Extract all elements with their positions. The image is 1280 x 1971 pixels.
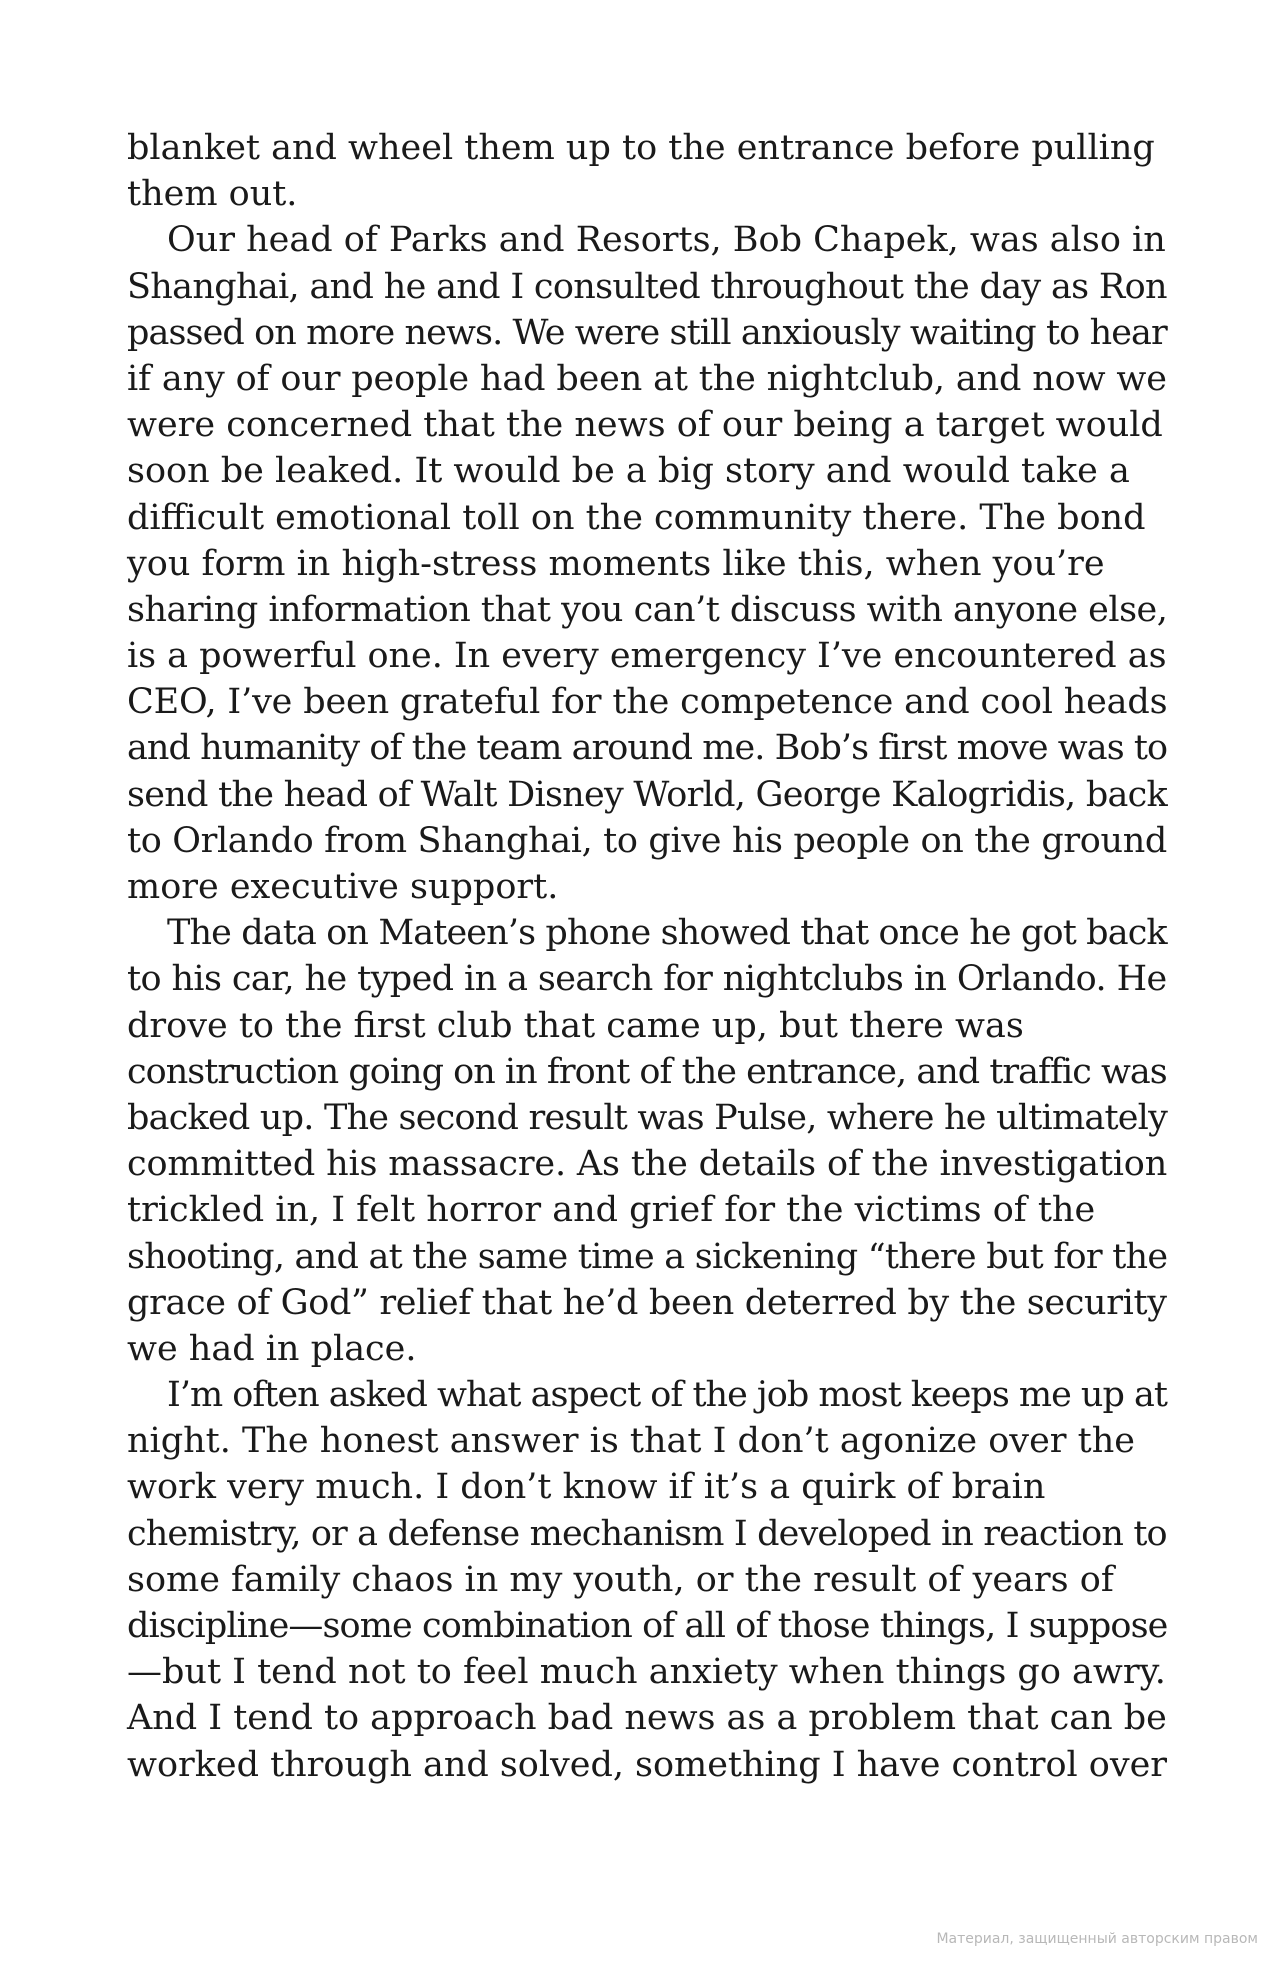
text-line: discipline—some combination of all of those things, I suppose xyxy=(127,1606,1168,1646)
copyright-watermark: Материал, защищенный авторским правом xyxy=(936,1931,1258,1947)
paragraph-first-line: I’m often asked what aspect of the job most keeps me up at xyxy=(167,1375,1167,1416)
text-line: and humanity of the team around me. Bob’s first move was to xyxy=(127,728,1168,769)
text-line: chemistry, or a defense mechanism I developed in reaction to xyxy=(127,1513,1167,1554)
text-line: passed on more news. We were still anxiously waiting to hear xyxy=(127,312,1167,353)
text-line: CEO, I’ve been grateful for the competence and cool heads xyxy=(127,682,1168,723)
text-line: worked through and solved, something I have control over xyxy=(127,1744,1168,1785)
text-line: grace of God” relief that he’d been deterred by the security xyxy=(127,1282,1167,1323)
text-line: committed his massacre. As the details of the investigation xyxy=(127,1144,1168,1185)
text-line: to Orlando from Shanghai, to give his people on the ground xyxy=(127,820,1167,861)
text-line: drove to the first club that came up, but there was xyxy=(127,1005,1024,1046)
text-line: difficult emotional toll on the community there. The bond xyxy=(127,497,1146,538)
text-line: —but I tend not to feel much anxiety when things go awry. xyxy=(127,1652,1166,1693)
text-line: some family chaos in my youth, or the result of years of xyxy=(127,1559,1114,1600)
text-line: work very much. I don’t know if it’s a quirk of brain xyxy=(127,1467,1046,1508)
paragraph-first-line: The data on Mateen’s phone showed that once he got back xyxy=(167,913,1167,954)
text-line: to his car, he typed in a search for nightclubs in Orlando. He xyxy=(127,959,1167,1000)
text-line: trickled in, I felt horror and grief for the victims of the xyxy=(127,1190,1096,1231)
text-line: shooting, and at the same time a sickening “there but for the xyxy=(127,1236,1168,1277)
book-page-text xyxy=(127,125,1167,1788)
text-line: sharing information that you can’t discuss with anyone else, xyxy=(127,589,1168,630)
text-line: blanket and wheel them up to the entrance before pulling xyxy=(127,128,1155,168)
paragraph-first-line: Our head of Parks and Resorts, Bob Chapek, was also in xyxy=(167,220,1166,261)
text-line: if any of our people had been at the nightclub, and now we xyxy=(127,358,1167,399)
text-line: And I tend to approach bad news as a problem that can be xyxy=(127,1698,1167,1739)
text-line: we had in place. xyxy=(127,1328,417,1369)
text-line: construction going on in front of the entrance, and traffic was xyxy=(127,1051,1167,1092)
text-line: Shanghai, and he and I consulted throughout the day as Ron xyxy=(127,266,1167,307)
text-line: were concerned that the news of our being a target would xyxy=(127,405,1163,446)
text-line: soon be leaked. It would be a big story and would take a xyxy=(127,451,1130,492)
text-line: more executive support. xyxy=(127,867,559,907)
text-line: is a powerful one. In every emergency I’ve encountered as xyxy=(127,636,1167,677)
text-line: backed up. The second result was Pulse, where he ultimately xyxy=(127,1097,1168,1138)
text-line: them out. xyxy=(127,174,298,215)
text-line: you form in high-stress moments like this, when you’re xyxy=(127,543,1105,584)
text-line: send the head of Walt Disney World, George Kalogridis, back xyxy=(127,774,1168,815)
text-line: night. The honest answer is that I don’t agonize over the xyxy=(127,1421,1135,1462)
